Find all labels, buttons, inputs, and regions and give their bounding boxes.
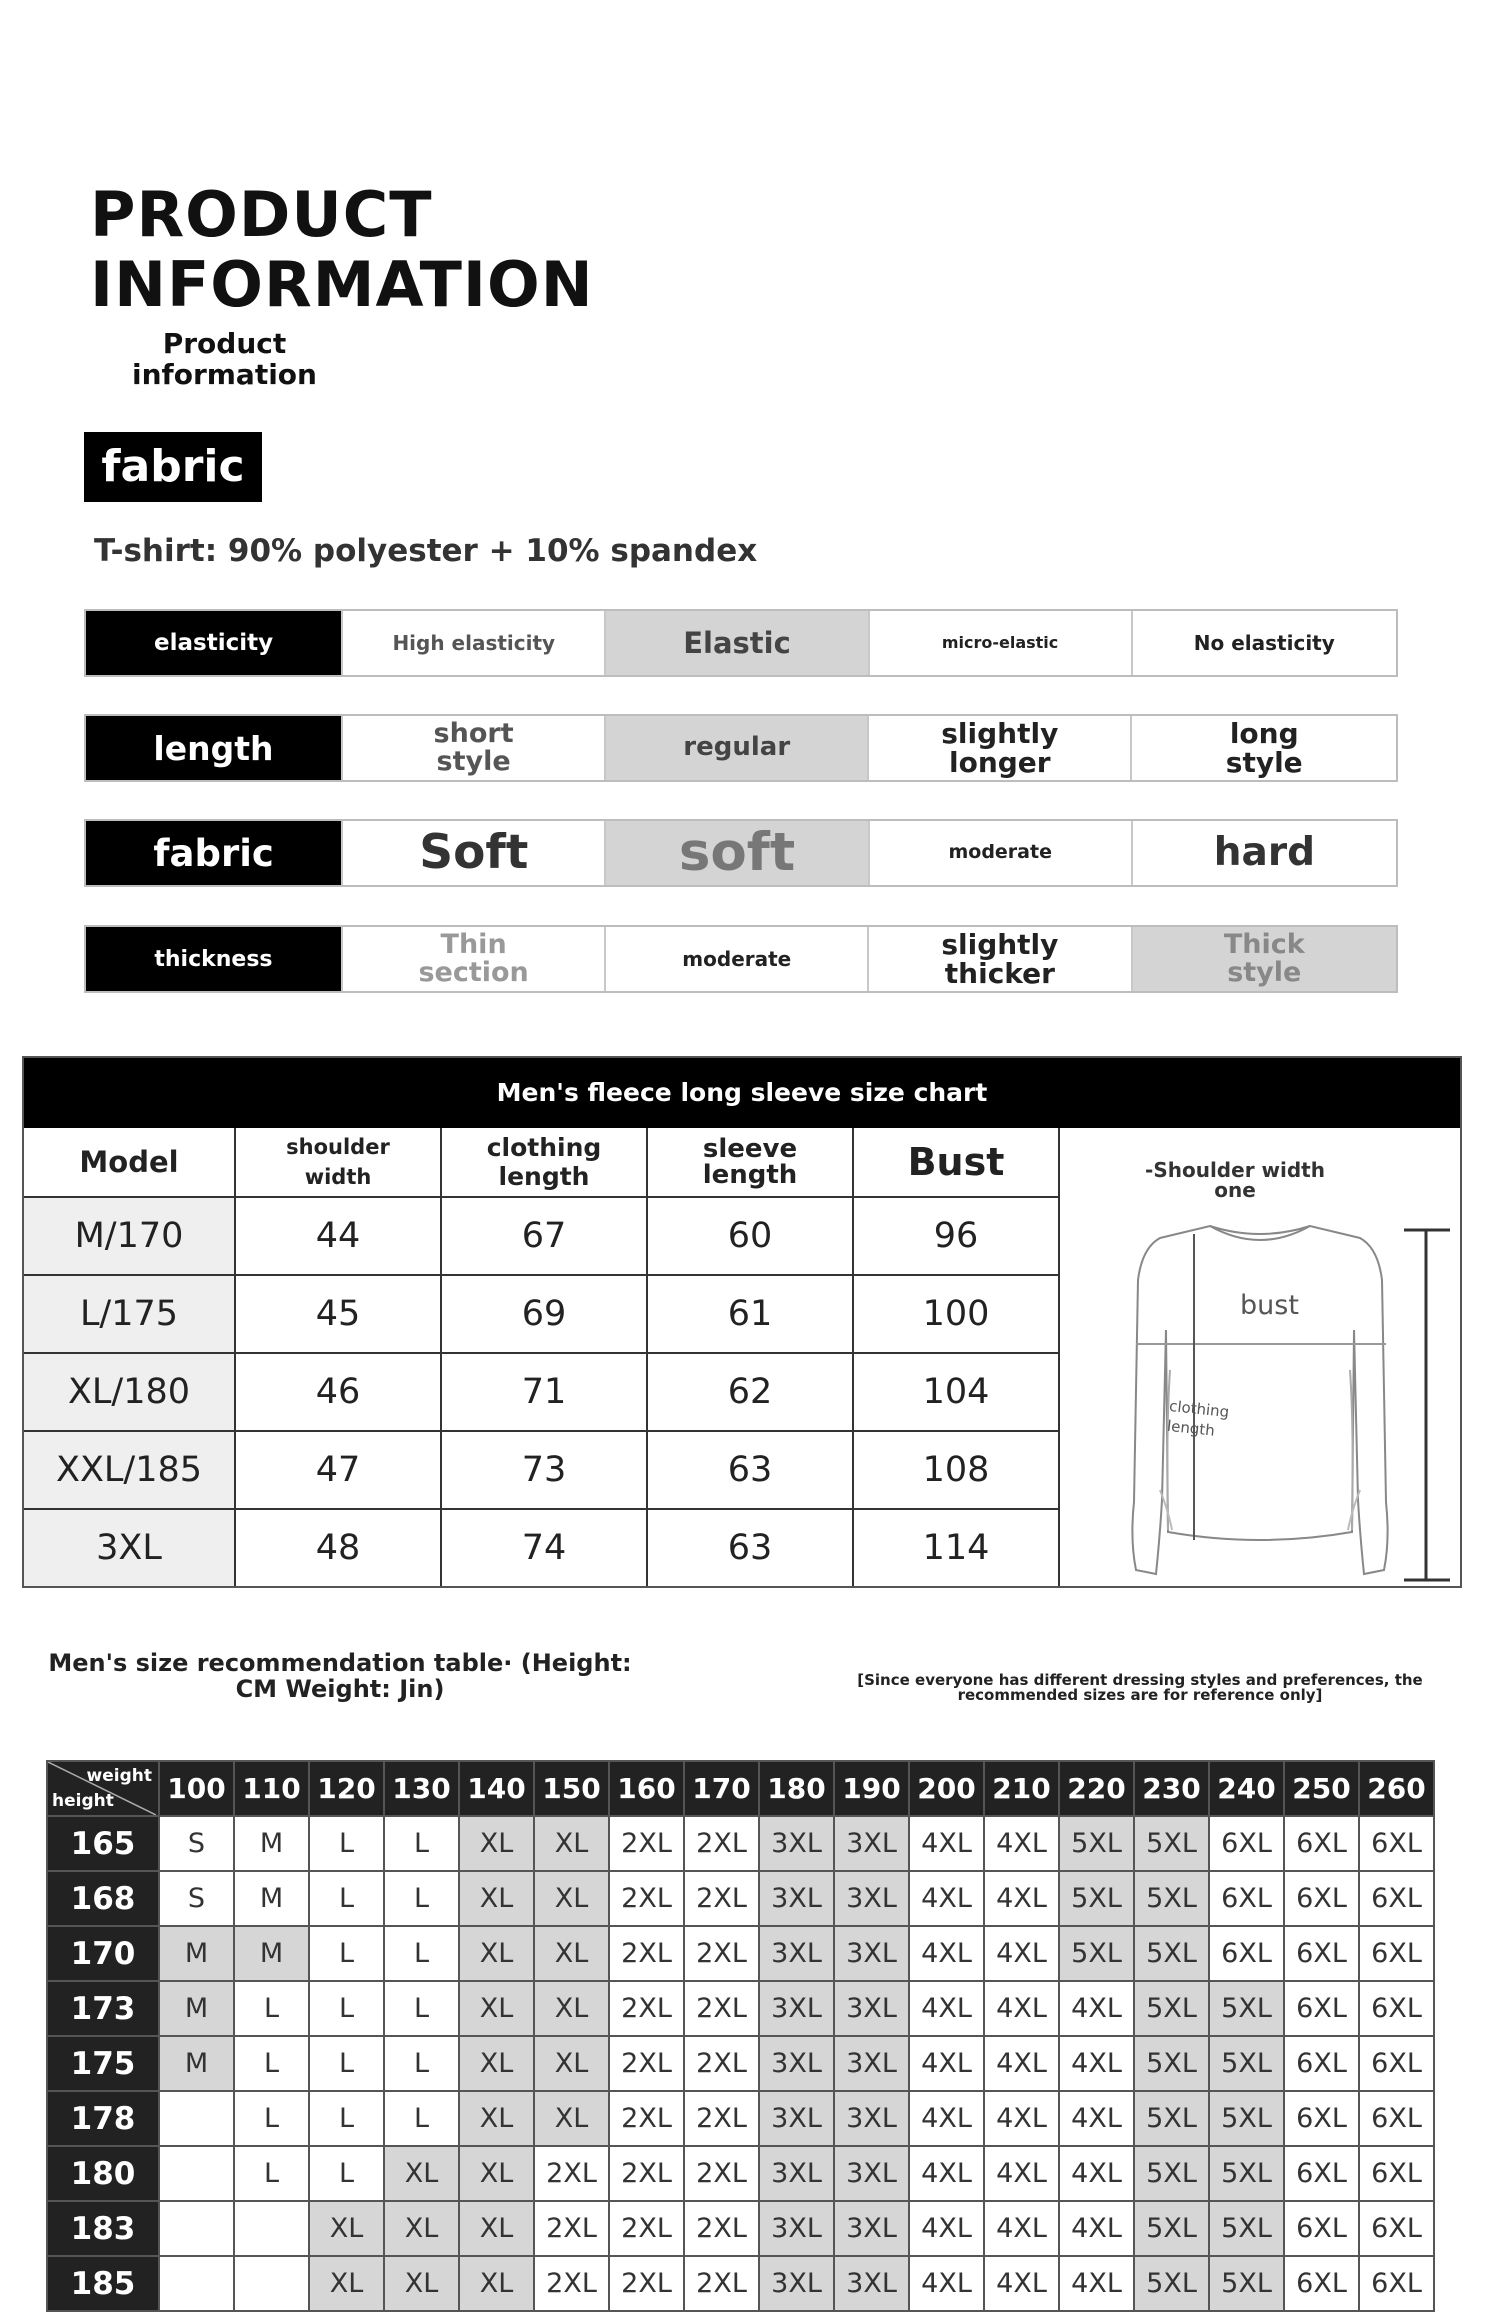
size-cell: 2XL	[534, 2201, 609, 2256]
size-cell: XL	[459, 2091, 534, 2146]
weight-header-cell: 180	[759, 1761, 834, 1816]
size-cell: XL	[534, 2091, 609, 2146]
size-cell: 4XL	[1059, 1981, 1134, 2036]
attribute-row-length	[84, 714, 1398, 782]
size-cell: 3XL	[834, 2146, 909, 2201]
attribute-label: length	[86, 716, 341, 780]
size-cell: XL	[384, 2146, 459, 2201]
size-chart-value: 100	[854, 1276, 1060, 1354]
size-cell: M	[234, 1926, 309, 1981]
height-header-cell: 183	[47, 2201, 159, 2256]
attribute-label: fabric	[86, 821, 341, 885]
attribute-option: High elasticity	[341, 611, 604, 675]
size-cell: M	[234, 1816, 309, 1871]
size-cell: 4XL	[984, 2146, 1059, 2201]
page-subtitle	[132, 328, 317, 390]
size-cell: 6XL	[1284, 1981, 1359, 2036]
size-cell: 2XL	[609, 1816, 684, 1871]
table-row	[47, 1816, 1434, 1871]
size-cell: L	[309, 2036, 384, 2091]
size-cell	[234, 2256, 309, 2311]
size-cell: 2XL	[609, 2091, 684, 2146]
title-line-1: PRODUCT	[90, 178, 433, 251]
size-cell: 5XL	[1059, 1816, 1134, 1871]
table-row	[47, 2256, 1434, 2311]
size-chart-model: L/175	[24, 1276, 236, 1354]
size-chart-header-shoulder: shoulder width	[236, 1128, 442, 1198]
diagram-length-label: clothing length	[1166, 1396, 1231, 1440]
size-cell: XL	[534, 2036, 609, 2091]
weight-header-cell: 130	[384, 1761, 459, 1816]
size-cell: L	[234, 1981, 309, 2036]
size-cell: 5XL	[1134, 1816, 1209, 1871]
size-cell: L	[384, 1926, 459, 1981]
size-cell: L	[234, 2036, 309, 2091]
weight-header-cell: 150	[534, 1761, 609, 1816]
size-chart-value: 44	[236, 1198, 442, 1276]
size-chart-value: 69	[442, 1276, 648, 1354]
attribute-option: slightly longer	[867, 716, 1130, 780]
size-cell: 2XL	[609, 2256, 684, 2311]
weight-header-cell: 210	[984, 1761, 1059, 1816]
diagram-bust-label: bust	[1240, 1290, 1299, 1321]
size-cell	[234, 2201, 309, 2256]
attribute-option: short style	[341, 716, 604, 780]
size-cell: 4XL	[909, 2256, 984, 2311]
size-cell: 3XL	[834, 1871, 909, 1926]
size-chart-value: 46	[236, 1354, 442, 1432]
attribute-option: No elasticity	[1131, 611, 1396, 675]
size-cell: M	[234, 1871, 309, 1926]
size-cell: 5XL	[1134, 1926, 1209, 1981]
corner-weight-label: weight	[86, 1766, 152, 1786]
attribute-label: thickness	[86, 927, 341, 991]
size-cell: 2XL	[684, 2201, 759, 2256]
size-cell: L	[234, 2146, 309, 2201]
size-cell: 5XL	[1059, 1871, 1134, 1926]
attribute-option: moderate	[604, 927, 867, 991]
size-cell: 6XL	[1359, 2091, 1434, 2146]
size-chart-header-bust: Bust	[854, 1128, 1060, 1198]
table-corner	[47, 1761, 159, 1816]
size-cell: 6XL	[1359, 2201, 1434, 2256]
attribute-label: elasticity	[86, 611, 341, 675]
table-row	[47, 2036, 1434, 2091]
weight-header-cell: 100	[159, 1761, 234, 1816]
size-cell: 4XL	[984, 1871, 1059, 1926]
size-chart-value: 62	[648, 1354, 854, 1432]
recommendation-note: [Since everyone has different dressing styles and preferences, the recommended sizes are for reference only]	[857, 1671, 1423, 1704]
size-cell: L	[384, 1871, 459, 1926]
size-cell: 6XL	[1284, 1871, 1359, 1926]
size-cell: L	[309, 1926, 384, 1981]
size-cell: 4XL	[909, 2091, 984, 2146]
subtitle-line-2: information	[132, 358, 317, 391]
size-chart-value: 48	[236, 1510, 442, 1586]
size-cell: 6XL	[1359, 2256, 1434, 2311]
attribute-option: hard	[1131, 821, 1396, 885]
size-cell	[159, 2091, 234, 2146]
size-cell: 2XL	[534, 2146, 609, 2201]
size-cell: 3XL	[834, 1981, 909, 2036]
size-cell: 6XL	[1284, 1926, 1359, 1981]
size-cell: 4XL	[909, 2036, 984, 2091]
weight-header-row	[47, 1761, 1434, 1816]
size-cell: 5XL	[1209, 2146, 1284, 2201]
size-cell: 2XL	[609, 2146, 684, 2201]
table-row	[47, 2091, 1434, 2146]
attribute-option: micro-elastic	[868, 611, 1131, 675]
size-cell: 4XL	[909, 1871, 984, 1926]
size-cell: L	[384, 2036, 459, 2091]
height-header-cell: 175	[47, 2036, 159, 2091]
size-cell	[159, 2201, 234, 2256]
size-cell: 4XL	[909, 1926, 984, 1981]
size-cell: XL	[459, 2146, 534, 2201]
table-row	[47, 2201, 1434, 2256]
size-chart-value: 45	[236, 1276, 442, 1354]
size-cell: 6XL	[1359, 2036, 1434, 2091]
size-cell: M	[159, 2036, 234, 2091]
size-cell: L	[384, 2091, 459, 2146]
size-cell: L	[309, 1981, 384, 2036]
size-cell: 5XL	[1209, 2256, 1284, 2311]
table-row	[47, 1871, 1434, 1926]
size-cell: L	[234, 2091, 309, 2146]
size-cell: XL	[459, 1981, 534, 2036]
table-row	[47, 2146, 1434, 2201]
size-chart-value: 96	[854, 1198, 1060, 1276]
size-chart-value: 114	[854, 1510, 1060, 1586]
size-chart-header-model: Model	[24, 1128, 236, 1198]
weight-header-cell: 240	[1209, 1761, 1284, 1816]
weight-header-cell: 200	[909, 1761, 984, 1816]
weight-header-cell: 230	[1134, 1761, 1209, 1816]
attribute-option: Thin section	[341, 927, 604, 991]
size-chart-header-sleeve: sleeve length	[648, 1128, 854, 1198]
corner-height-label: height	[52, 1791, 114, 1811]
size-cell: XL	[534, 1981, 609, 2036]
size-cell: L	[309, 2146, 384, 2201]
size-cell: 3XL	[834, 2091, 909, 2146]
size-cell: 6XL	[1359, 1816, 1434, 1871]
size-chart-value: 67	[442, 1198, 648, 1276]
size-cell: 5XL	[1134, 2091, 1209, 2146]
size-chart-value: 74	[442, 1510, 648, 1586]
height-header-cell: 185	[47, 2256, 159, 2311]
size-cell	[159, 2146, 234, 2201]
size-cell: XL	[459, 2256, 534, 2311]
size-cell: 4XL	[909, 2146, 984, 2201]
weight-header-cell: 160	[609, 1761, 684, 1816]
size-cell: XL	[534, 1816, 609, 1871]
size-cell: 4XL	[984, 1816, 1059, 1871]
size-cell: 6XL	[1209, 1816, 1284, 1871]
size-cell: XL	[309, 2256, 384, 2311]
size-cell: 5XL	[1059, 1926, 1134, 1981]
size-cell: 2XL	[684, 1926, 759, 1981]
attribute-option-selected: Elastic	[604, 611, 867, 675]
table-row	[47, 1926, 1434, 1981]
size-cell: 6XL	[1284, 2146, 1359, 2201]
size-cell: 3XL	[834, 2036, 909, 2091]
size-cell: 2XL	[684, 1981, 759, 2036]
size-cell: 4XL	[984, 1926, 1059, 1981]
size-cell: 5XL	[1209, 2036, 1284, 2091]
size-cell: 6XL	[1359, 1871, 1434, 1926]
weight-header-cell: 110	[234, 1761, 309, 1816]
weight-header-cell: 170	[684, 1761, 759, 1816]
height-header-cell: 165	[47, 1816, 159, 1871]
weight-header-cell: 120	[309, 1761, 384, 1816]
height-header-cell: 170	[47, 1926, 159, 1981]
size-chart-model: XXL/185	[24, 1432, 236, 1510]
size-cell: 6XL	[1209, 1926, 1284, 1981]
size-chart-value: 71	[442, 1354, 648, 1432]
size-chart-value: 61	[648, 1276, 854, 1354]
subtitle-line-1: Product	[162, 327, 287, 360]
attribute-option: Soft	[341, 821, 604, 885]
size-chart-value: 108	[854, 1432, 1060, 1510]
size-cell: 2XL	[684, 1871, 759, 1926]
size-cell: 3XL	[759, 2091, 834, 2146]
size-chart-value: 104	[854, 1354, 1060, 1432]
size-cell: L	[309, 1871, 384, 1926]
page-title	[90, 180, 594, 320]
size-cell: 2XL	[684, 2091, 759, 2146]
size-chart-value: 47	[236, 1432, 442, 1510]
size-cell: 6XL	[1359, 1926, 1434, 1981]
size-cell: 3XL	[759, 1981, 834, 2036]
size-cell: 3XL	[834, 2256, 909, 2311]
size-cell: XL	[459, 2036, 534, 2091]
size-cell: 2XL	[684, 2256, 759, 2311]
size-cell: XL	[309, 2201, 384, 2256]
height-header-cell: 180	[47, 2146, 159, 2201]
weight-header-cell: 250	[1284, 1761, 1359, 1816]
size-cell: 4XL	[984, 2036, 1059, 2091]
size-cell: 2XL	[609, 1981, 684, 2036]
size-cell: 6XL	[1284, 2256, 1359, 2311]
size-cell: M	[159, 1926, 234, 1981]
size-cell: S	[159, 1871, 234, 1926]
size-cell: 4XL	[984, 2201, 1059, 2256]
weight-header-cell: 190	[834, 1761, 909, 1816]
size-cell: 3XL	[834, 1816, 909, 1871]
diagram-shoulder-label: -Shoulder width one	[1145, 1158, 1325, 1202]
size-cell: XL	[459, 1816, 534, 1871]
size-cell: 2XL	[684, 1816, 759, 1871]
size-cell: L	[309, 1816, 384, 1871]
size-chart-model: 3XL	[24, 1510, 236, 1586]
size-cell: 2XL	[684, 2146, 759, 2201]
attribute-row-thickness	[84, 925, 1398, 993]
attribute-option-selected: soft	[604, 821, 867, 885]
size-cell: 5XL	[1134, 2036, 1209, 2091]
size-cell: 3XL	[759, 1816, 834, 1871]
weight-header-cell: 220	[1059, 1761, 1134, 1816]
size-cell: 2XL	[684, 2036, 759, 2091]
size-cell: 6XL	[1284, 2036, 1359, 2091]
size-cell: 4XL	[1059, 2201, 1134, 2256]
size-cell: XL	[534, 1926, 609, 1981]
height-header-cell: 178	[47, 2091, 159, 2146]
size-cell: 4XL	[984, 1981, 1059, 2036]
weight-header-cell: 260	[1359, 1761, 1434, 1816]
recommendation-table	[46, 1760, 1435, 2312]
size-cell: 4XL	[1059, 2146, 1134, 2201]
size-cell: 3XL	[759, 2036, 834, 2091]
size-cell: 5XL	[1134, 2146, 1209, 2201]
size-cell: 6XL	[1359, 1981, 1434, 2036]
size-cell: 2XL	[609, 2201, 684, 2256]
garment-diagram	[1060, 1130, 1458, 1588]
size-cell: XL	[384, 2201, 459, 2256]
table-row	[47, 1981, 1434, 2036]
composition-text: T-shirt: 90% polyester + 10% spandex	[94, 533, 758, 569]
size-cell: 3XL	[834, 1926, 909, 1981]
size-cell: L	[309, 2091, 384, 2146]
size-cell: 4XL	[1059, 2091, 1134, 2146]
fabric-badge: fabric	[84, 432, 262, 502]
size-cell: XL	[459, 1871, 534, 1926]
attribute-option: long style	[1130, 716, 1396, 780]
size-cell: 4XL	[1059, 2256, 1134, 2311]
size-chart-model: XL/180	[24, 1354, 236, 1432]
size-cell: M	[159, 1981, 234, 2036]
attribute-option: slightly thicker	[867, 927, 1130, 991]
height-header-cell: 168	[47, 1871, 159, 1926]
size-cell: 5XL	[1134, 1871, 1209, 1926]
size-cell: XL	[459, 2201, 534, 2256]
size-cell: 3XL	[759, 2256, 834, 2311]
size-cell: L	[384, 1981, 459, 2036]
size-cell: 3XL	[759, 2146, 834, 2201]
size-cell	[159, 2256, 234, 2311]
size-cell: 3XL	[759, 2201, 834, 2256]
size-cell: 2XL	[534, 2256, 609, 2311]
size-cell: 6XL	[1359, 2146, 1434, 2201]
size-chart-model: M/170	[24, 1198, 236, 1276]
size-chart-header-length: clothing length	[442, 1128, 648, 1198]
attribute-row-elasticity	[84, 609, 1398, 677]
size-cell: 4XL	[984, 2256, 1059, 2311]
size-cell: 3XL	[759, 1926, 834, 1981]
size-cell: XL	[534, 1871, 609, 1926]
size-chart	[22, 1056, 1462, 1588]
size-chart-value: 63	[648, 1432, 854, 1510]
size-cell: 6XL	[1284, 2201, 1359, 2256]
size-chart-value: 73	[442, 1432, 648, 1510]
size-cell: 5XL	[1209, 2091, 1284, 2146]
size-cell: 6XL	[1209, 1871, 1284, 1926]
attribute-option-selected: regular	[604, 716, 867, 780]
height-header-cell: 173	[47, 1981, 159, 2036]
size-cell: 3XL	[759, 1871, 834, 1926]
size-cell: S	[159, 1816, 234, 1871]
size-cell: 2XL	[609, 1926, 684, 1981]
size-cell: 2XL	[609, 2036, 684, 2091]
title-line-2: INFORMATION	[90, 248, 594, 321]
size-chart-value: 63	[648, 1510, 854, 1586]
weight-header-cell: 140	[459, 1761, 534, 1816]
size-cell: 4XL	[1059, 2036, 1134, 2091]
size-chart-value: 60	[648, 1198, 854, 1276]
size-cell: 4XL	[984, 2091, 1059, 2146]
size-cell: 3XL	[834, 2201, 909, 2256]
size-cell: XL	[459, 1926, 534, 1981]
size-cell: 4XL	[909, 2201, 984, 2256]
size-cell: 4XL	[909, 1981, 984, 2036]
size-cell: 5XL	[1209, 1981, 1284, 2036]
size-cell: 5XL	[1209, 2201, 1284, 2256]
size-cell: 5XL	[1134, 2256, 1209, 2311]
size-cell: 4XL	[909, 1816, 984, 1871]
size-cell: 6XL	[1284, 1816, 1359, 1871]
size-cell: 5XL	[1134, 1981, 1209, 2036]
size-cell: 6XL	[1284, 2091, 1359, 2146]
size-cell: 5XL	[1134, 2201, 1209, 2256]
recommendation-title: Men's size recommendation table· (Height: CM Weight: Jin)	[48, 1649, 632, 1703]
size-chart-title: Men's fleece long sleeve size chart	[24, 1058, 1460, 1128]
attribute-option-selected: Thick style	[1131, 927, 1396, 991]
size-cell: 2XL	[609, 1871, 684, 1926]
size-cell: L	[384, 1816, 459, 1871]
attribute-row-fabric	[84, 819, 1398, 887]
attribute-option: moderate	[868, 821, 1131, 885]
size-cell: XL	[384, 2256, 459, 2311]
